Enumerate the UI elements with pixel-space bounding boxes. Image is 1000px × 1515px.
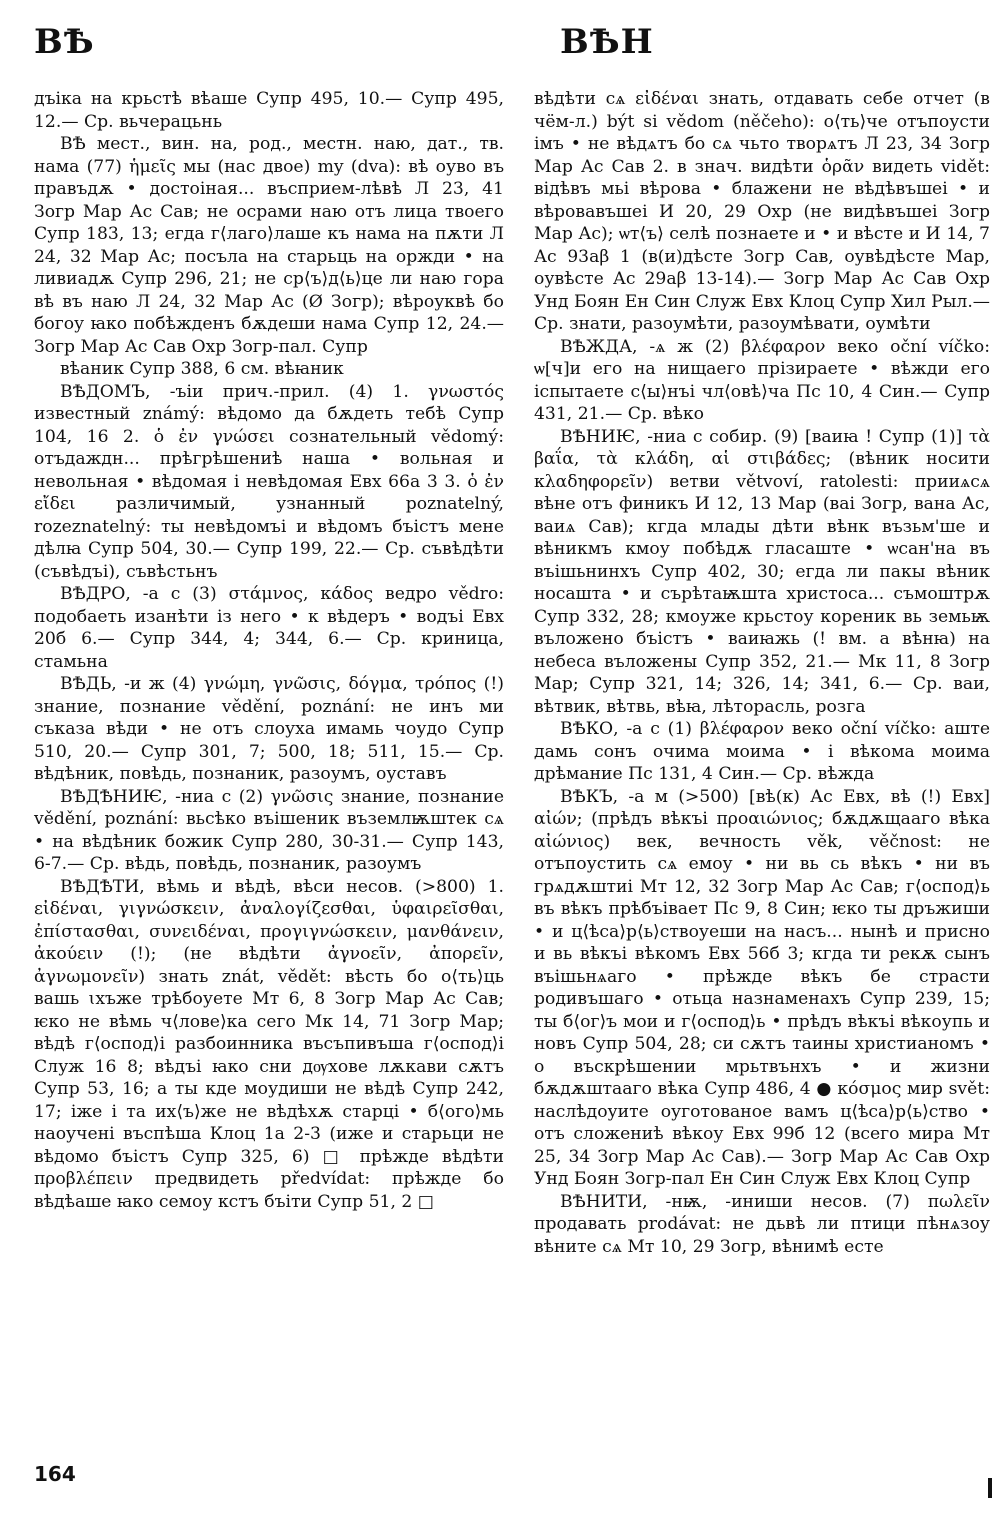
left-column (34, 88, 504, 1213)
entry-vedeti: ВѢДѢТИ, вѣмь и вѣдѣ, вѣси несов. (>800) 1. εἰδέναι, γιγνώσκειν, ἀναλογίζεσθαι, ὑφαιρεῖσθαι, ἐπίστασθαι, συνειδέναι, προγιγνώσκειν, μανθάνειν, ἀκούειν (!); (не вѣдѣти ἀγνοεῖν, ἀπορεῖν, ἀγνωμονεῖν) знать znát, vědět: вѣсть бо о⟨ть⟩ць вашь ꙇхъже трѣбоуете Мт 6, 8 Зогр Мар Ас Сав; ѥко не вѣмь ч⟨лове⟩ка сего Мк 14, 71 Зогр Мар; вѣдѣ г⟨оспод⟩і разбоинника въсъпивъша г⟨оспод⟩і Служ 16 8; вѣдъі ꙗко сни дѹхове лѫкави сѫтъ Супр 53, 16; а ты кде моудиши не вѣдѣ Супр 242, 17; іже і та их⟨ъ⟩же не вѣдѣхѫ старці • б⟨ого⟩мь наоученi въспѣша Клоц 1а 2-3 (иже и старьци не вѣдомо бъістъ Супр 325, 6) □ прѣжде вѣдѣти προβλέπειν предвидеть předvídat: прѣжде бо вѣдѣаше ꙗко семоу кстъ бъіти Супр 51, 2 □ (34, 876, 504, 1212)
entry-vedom: ВѢДОМЪ, -ъіи прич.-прил. (4) 1. γνωστός известный známý: вѣдомо да бѫдеть тебѣ Супр 104, 16 2. ὁ ἐν γνώσει сознательный vědomý: отъдаждн... прѣгрѣшениѣ наша • вольная и невольная • вѣдомая і невѣдомая Евх 66а 3 3. ὁ ἐν εἴδει различимый, узнанный poznatelný, rozeznatelný: ты невѣдомъі и вѣдомъ бъістъ мене дѣлꙗ Супр 504, 30.— Супр 199, 22.— Ср. съвѣдѣти (съвѣдъі), съвѣстьнъ (34, 381, 504, 582)
running-head-right: ВѢН (560, 22, 654, 62)
entry-vedenie: ВѢДѢНИѤ, -ниа с (2) γνῶσις знание, познание vědění, poznání: вьсѣко въішеник въземлѭштек сѧ • на вѣдѣник божик Супр 280, 30-31.— Супр 143, 6-7.— Ср. вѣдь, повѣдь, познаник, разоумъ (34, 786, 504, 874)
entry-vedro: ВѢДРО, -а с (3) στάμνος, κάδος ведро vědro: подобаеть изанѣти із него • к вѣдеръ • водъі Евх 20б 6.— Супр 344, 4; 344, 6.— Ср. криница, стамьна (34, 584, 504, 672)
running-head-left: ВѢ (34, 22, 95, 62)
entry-veko: ВѢКО, -а с (1) βλέφαρον веко oční víčko: аште дамь сонъ очима моима • і вѣкома моима дрѣмание Пс 131, 4 Син.— Ср. вѣжда (534, 719, 990, 784)
edge-mark (988, 1478, 992, 1498)
entry-ved: ВѢДЬ, -и ж (4) γνώμη, γνῶσις, δόγμα, τρόπος (!) знание, познание vědění, poznání: не инъ ми съказа вѣди • не отъ слоуха имамь чоудо Супр 510, 20.— Супр 301, 7; 500, 18; 511, 15.— Ср. вѣдѣник, повѣдь, познаник, разоумъ, оуставъ (34, 674, 504, 784)
entry-veanik: вѣаник Супр 388, 6 см. вѣꙗник (60, 359, 344, 379)
right-column (534, 88, 990, 1258)
entry-vek: ВѢКЪ, -а м (>500) [вѣ(к) Ас Евх, вѣ (!) Евх] αἰών; (прѣдъ вѣкъі προαιώνιος; бѫдѫщааго вѣка αἰώνιος) век, вечность věk, věčnost: не отъпоустить сѧ емоу • ни вь сь вѣкъ • ни въ грѧдѫштиі Мт 12, 32 Зогр Мар Ас Сав; г⟨оспод⟩ь въ вѣкъ прѣбъівает Пс 9, 8 Син; ѥко ты дръжиши • и ц⟨ѣса⟩р⟨ь⟩ствоуеши на насъ... нынѣ и присно и вь вѣкъі вѣкомъ Евх 56б 3; кгда ти рекѫ сынъ въішьнѧаго • прѣжде вѣкъ бе страсти родивъшаго • отьца назнаменахъ Супр 239, 15; ты б⟨ог⟩ъ мои и г⟨оспод⟩ь • прѣдъ вѣкъі вѣкоупь и новъ Супр 504, 28; си сѫтъ таины христианомъ • о въскрѣшении мрьтвънхъ • и жизни бѫдѫштааго вѣка Супр 486, 4 ● κόσμος мир svět: наслѣдоуите оуготованое вамъ ц⟨ѣса⟩р⟨ь⟩ство • отъ сложениѣ вѣкоу Евх 99б 12 (всего мира Мт 25, 34 Зогр Мар Ас Сав).— Зогр Мар Ас Сав Охр Унд Боян Зогр-пал Ен Син Служ Евх Клоц Супр (534, 786, 990, 1189)
entry-vezhda: ВѢЖДА, -ѧ ж (2) βλέφαρον веко oční víčko: ѡ[ч]и его на нищаего прізираете • вѣжди его іспытаете с⟨ы⟩нъі чл⟨овѣ⟩ча Пс 10, 4 Син.— Супр 431, 21.— Ср. вѣко (534, 336, 990, 424)
entry-ve: ВѢ мест., вин. на, род., местн. наю, дат., тв. нама (77) ἡμεῖς мы (нас двое) my (dva): вѣ оуво въ правъдѫ • достоіная... въсприем-лѣвѣ Л 23, 41 Зогр Мар Ас Сав; не осрами наю отъ лица твоего Супр 183, 13; егда г⟨лаго⟩лаше къ нама на пѫти Л 24, 32 Мар Ас; посъла на старьць на оржди • на ливиадѫ Супр 296, 21; не ср⟨ъ⟩д⟨ь⟩це ли наю гора вѣ въ наю Л 24, 32 Мар Ас (Ø Зогр); вѣроуквѣ бо богоу ꙗко побѣжденъ бѫдеши нама Супр 12, 24.— Зогр Мар Ас Сав Охр Зогр-пал. Супр (34, 134, 504, 357)
entry-vedeti-continued: вѣдѣти сѧ εἰδέναι знать, отдавать себе отчет (в чём-л.) být si vědom (něčeho): о⟨ть⟩че отъпоусти імъ • не вѣдѧтъ бо сѧ чьто творѧтъ Л 23, 34 Зогр Мар Ас Сав 2. в знач. видѣти ὁρᾶν видеть vidět: відѣвъ мьі вѣрова • блажени не вѣдѣвъшеі • и вѣровавъшеі И 20, 29 Охр (не видѣвъшеі Зогр Мар Ас); ѡт⟨ъ⟩ селѣ познаете и • и вѣсте и И 14, 7 Ас 93aβ 1 (в(и)дѣсте Зогр Сав, оувѣдѣсте Мар, оувѣсте Ас 29aβ 13-14).— Зогр Мар Ас Сав Охр Унд Боян Ен Син Служ Евх Клоц Супр Хил Рыл.— Ср. знати, разоумѣти, разоумѣвати, оумѣти (534, 89, 990, 334)
entry-veniti: ВѢНИТИ, -нѭ, -иниши несов. (7) πωλεῖν продавать prodávat: не дьвѣ ли птици пѣнѧзоу вѣните сѧ Мт 10, 29 Зогр, вѣнимѣ есте (534, 1191, 990, 1257)
entry-venie: ВѢНИѤ, -ниа с собир. (9) [ваиꙗ ! Супр (1)] τὰ βαΐα, τὰ κλάδη, αἱ στιβάδες; (вѣник носити κλαδηφορεῖν) ветви větvoví, ratolesti: прииѧсѧ вѣне отъ финикъ И 12, 13 Мар (ваі Зогр, вана Ас, ваиѧ Сав); кгда млады дѣти вѣнк възьм'ше и вѣникмъ кмоу побѣдѫ гласаште • ѡсан'на въ въішьнинхъ Супр 402, 30; егда ли пакы вѣник носашта • и сърѣтаѭшта христоса... съмоштрѫ Супр 332, 28; кмоуже крьстоу кореник вь земьѭ въложено бъістъ • ваиꙗжь (! вм. а вѣнꙗ) на небеса въложены Супр 352, 21.— Мк 11, 8 Зогр Мар; Супр 321, 14; 326, 14; 341, 6.— Ср. ваи, вѣтвик, вѣтвь, вѣꙗ, лѣторасль, розга (534, 426, 990, 717)
entry-continuation: дъіка на крьстѣ вѣаше Супр 495, 10.— Супр 495, 12.— Ср. вьчерацьнь (34, 89, 504, 132)
page-number: 164 (34, 1462, 76, 1486)
